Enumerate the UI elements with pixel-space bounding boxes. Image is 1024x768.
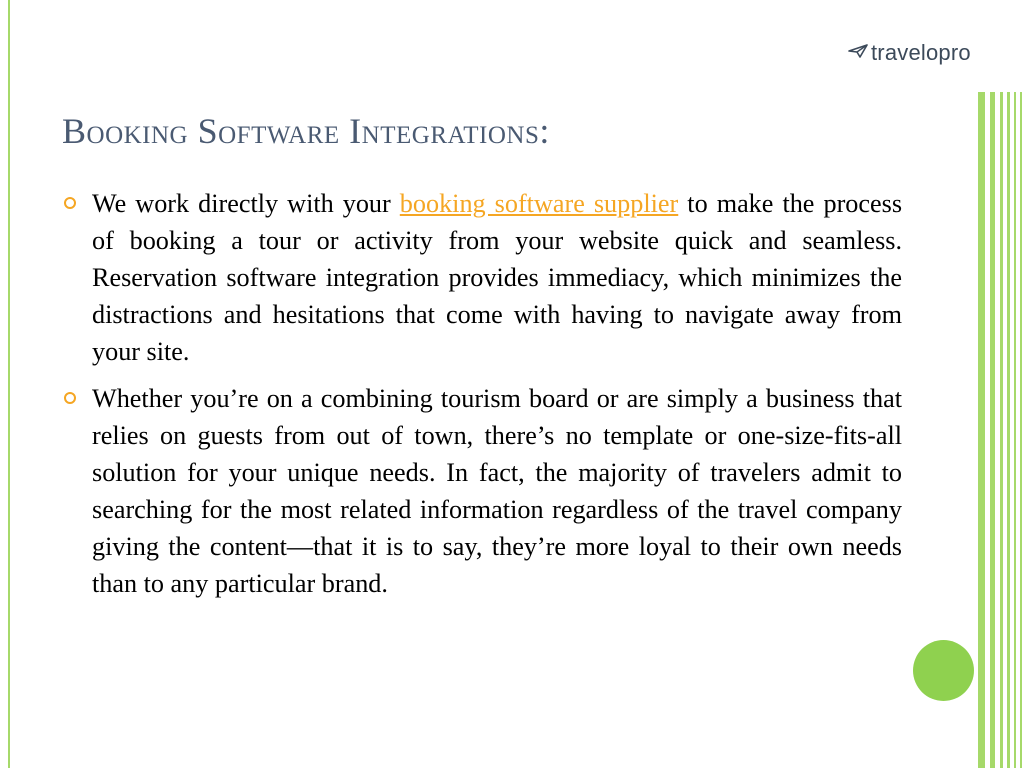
right-stripe-6: [1020, 92, 1022, 768]
bullet-item: [62, 185, 902, 370]
right-stripe-1: [978, 92, 985, 768]
decorative-green-circle: [913, 640, 974, 701]
right-stripe-4: [1007, 92, 1010, 768]
slide-title: Booking Software Integrations:: [62, 111, 550, 151]
bullet-list: [62, 185, 902, 612]
left-border-line: [8, 0, 10, 768]
booking-software-supplier-link[interactable]: booking software supplier: [399, 189, 679, 218]
bullet-circle-icon: [64, 392, 76, 404]
paper-plane-icon: [848, 44, 868, 63]
right-stripe-3: [1000, 92, 1003, 768]
bullet-item: [62, 380, 902, 602]
right-stripe-5: [1014, 92, 1016, 768]
bullet-text-after: to make the process of booking a tour or activity from your website quick and seamless. Reservation software integration provides immediacy, which minimizes the distractions and hesitations that come with having to navigate away from your site.: [92, 189, 903, 366]
bullet-text: Whether you’re on a combining tourism board or are simply a business that relies on guests from out of town, there’s no template or one-size-fits-all solution for your unique needs. In fact, the majority of travelers admit to searching for the most related information regardless of the travel company giving the content—that it is to say, they’re more loyal to their own needs than to any particular brand.: [92, 384, 902, 598]
logo-text: travelopro: [871, 40, 971, 65]
bullet-circle-icon: [64, 197, 76, 209]
right-stripe-2: [990, 92, 995, 768]
logo: [848, 40, 971, 66]
bullet-text-before: We work directly with your: [92, 189, 400, 218]
